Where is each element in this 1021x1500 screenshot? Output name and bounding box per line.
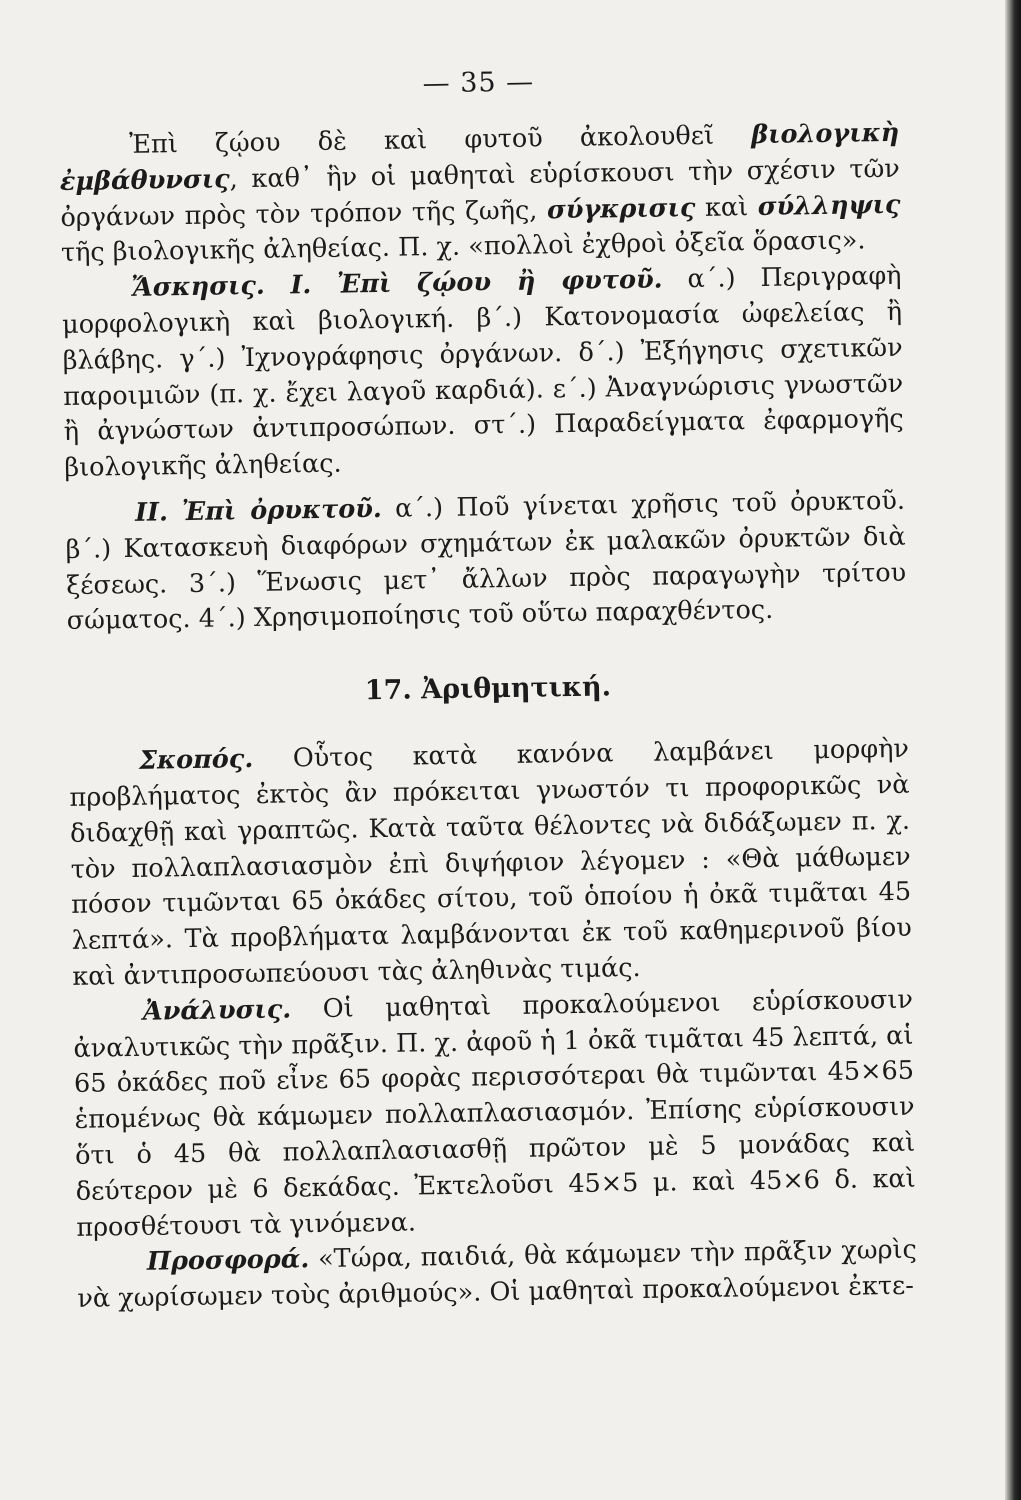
text: Οὗτος κατὰ κανόνα λαμβάνει μορφὴν προβλήματος ἐκτὸς ἂν πρόκειται γνωστόν τι προφορικῶς νὰ διδαχθῇ καὶ γραπτῶς. Κατὰ ταῦτα θέλοντες νὰ διδάξωμεν π. χ. τὸν πολλαπλασιασμὸν ἐπὶ διψήφιον λέγομεν : «Θὰ μάθωμεν πόσον τιμῶνται 65 ὀκάδες σίτου, τοῦ ὁποίου ἡ ὀκᾶ τιμᾶται 45 λεπτά». Τὰ προβλήματα λαμβάνονται ἐκ τοῦ καθημερινοῦ βίου καὶ ἀντιπροσωπεύουσι τὰς ἀληθινὰς τιμάς.	[69, 733, 912, 992]
paragraph-biological-deepening	[59, 116, 901, 272]
text: α΄.) Ποῦ γίνεται χρῆσις τοῦ ὀρυκτοῦ. β΄.) Κατασκευὴ διαφόρων σχημάτων ἐκ μαλακῶν ὀρυκτῶν διὰ ξέσεως. 3΄.) Ἕνωσις μετ᾽ ἄλλων πρὸς παραγωγὴν τρίτου σώματος. 4΄.) Χρησιμοποίησις τοῦ οὕτω παραχθέντος.	[65, 485, 907, 637]
paragraph-exercise-mineral	[65, 484, 907, 640]
paragraph-presentation	[77, 1233, 918, 1318]
book-page	[58, 49, 918, 1318]
exercise-label: II. Ἐπὶ ὀρυκτοῦ.	[134, 493, 383, 528]
text: α΄.) Περιγραφὴ μορφολογικὴ καὶ βιολογική. β΄.) Κατονομασία ὠφελείας ἢ βλάβης. γ΄.) Ἰχνογράφησις ὀργάνων. δ΄.) Ἐξήγησις σχετικῶν παροιμιῶν (π. χ. ἔχει λαγοῦ καρδιά). ε΄.) Ἀναγνώρισις γνωστῶν ἢ ἀγνώστων ἀντιπροσώπων. στ΄.) Παραδείγματα ἐφαρμογῆς βιολογικῆς ἀληθείας.	[61, 260, 904, 484]
binding-edge	[1005, 0, 1021, 1500]
text: , καθ᾽ ἣν οἱ μαθηταὶ εὑρίσκουσι τὴν σχέσιν τῶν ὀργάνων πρὸς τὸν τρόπον τῆς ζωῆς,	[60, 153, 901, 233]
presentation-label: Προσφορά.	[146, 1244, 310, 1278]
text: τῆς βιολογικῆς ἀληθείας. Π. χ. «πολλοὶ ἐχθροὶ ὀξεῖα ὅρασις».	[60, 225, 866, 269]
section-title: 17. Ἀριθμητική.	[364, 671, 612, 707]
term-biological-deepening: βιολογικὴ ἐμβάθυνσις	[59, 117, 900, 197]
term-comparison: σύγκρισις	[546, 192, 696, 225]
paragraph-exercise-plant-animal	[61, 259, 904, 487]
text: Οἱ μαθηταὶ προκαλούμενοι εὑρίσκουσιν ἀναλυτικῶς τὴν πρᾶξιν. Π. χ. ἀφοῦ ἡ 1 ὀκᾶ τιμᾶται 45 λεπτά, αἱ 65 ὀκάδες ποῦ εἶνε 65 φορὰς περισσότεραι θὰ τιμῶνται 45×65 ἑπομένως θὰ κάμωμεν πολλαπλασιασμόν. Ἐπίσης εὑρίσκουσιν ὅτι ὁ 45 θὰ πολλαπλασιασθῇ πρῶτον μὲ 5 μονάδας καὶ δεύτερον μὲ 6 δεκάδας. Ἐκτελοῦσι 45×5 μ. καὶ 45×6 δ. καὶ προσθέτουσι τὰ γινόμενα.	[73, 984, 916, 1243]
text: «Τώρα, παιδιά, θὰ κάμωμεν τὴν πρᾶξιν χωρὶς νὰ χωρίσωμεν τοὺς ἀριθμούς». Οἱ μαθηταὶ προκαλούμενοι ἐκτε-	[77, 1234, 918, 1314]
paragraph-purpose	[69, 732, 913, 996]
page-number: — 35 —	[422, 66, 535, 100]
term-conception: σύλληψις	[757, 189, 901, 222]
paragraph-analysis	[73, 982, 917, 1246]
purpose-label: Σκοπός.	[138, 744, 254, 776]
analysis-label: Ἀνάλυσις.	[142, 994, 292, 1027]
text: Ἐπὶ ζῴου δὲ καὶ φυτοῦ ἀκολουθεῖ	[129, 120, 752, 160]
text: καὶ	[695, 191, 758, 223]
exercise-label: Ἄσκησις. I. Ἐπὶ ζῴου ἢ φυτοῦ.	[131, 264, 663, 304]
